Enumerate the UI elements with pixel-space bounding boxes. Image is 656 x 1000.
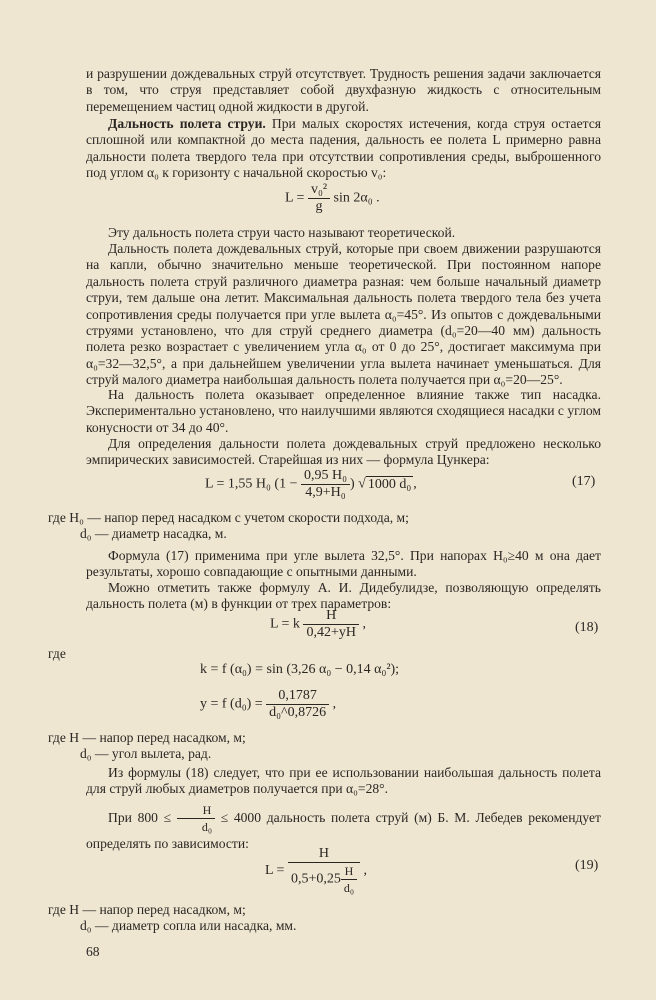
where-18-line1: где H — напор перед насадком, м;: [48, 730, 246, 745]
equation-number-17: (17): [572, 474, 596, 489]
where-17-line1: где H₀ — напор перед насадком с учетом скорости подхода, м;: [48, 510, 409, 525]
equation-number-19: (19): [575, 858, 599, 873]
section-heading: Дальность полета струи.: [108, 116, 266, 131]
formula-19: L = H 0,5+0,25 $\frac{H}{\text{d₀}}$ ,: [265, 846, 368, 895]
formula-18: L = k $\frac{H}{0,42+yH}$ ,: [270, 608, 366, 640]
where-19-line2: d₀ — диаметр сопла или насадка, мм.: [80, 918, 297, 933]
paragraph-10: При 800 ≤ $\frac{H}{\text{d₀}}$ ≤ 4000 дальность полета струй (м) Б. М. Лебедев рекомендует определять по зависимости:: [86, 803, 601, 851]
where-18-line2: d₀ — угол вылета, рад.: [80, 746, 212, 761]
paragraph-3: Эту дальность полета струи часто называют теоретической.: [108, 225, 456, 240]
paragraph-5: На дальность полета оказывает определенное влияние также тип насадка. Экспериментально установлено, что наилучшими являются сходящиеся насадки с углом конусности от 34 до 40°.: [86, 387, 601, 435]
formula-17: L = 1,55 H₀ (1 − $\frac{\text{0,95 H₀}}{\text{4,9+H₀}}$ ) √ 1000 d₀ ,: [205, 468, 417, 500]
where-17-line2: d₀ — диаметр насадка, м.: [80, 526, 227, 541]
paragraph-8: Можно отметить также формулу А. И. Дидебулидзе, позволяющую определять дальность полета (м) в функции от трех параметров:: [86, 580, 601, 612]
equation-number-18: (18): [575, 620, 599, 635]
paragraph-4: Дальность полета дождевальных струй, которые при своем движении разрушаются на капли, обычно значительно меньше теоретической. При постоянном напоре дальность полета струй различного диаметра разная: чем больше начальный диаметр струи, тем дальше она летит. Максимальная дальность полета твердого тела без учета сопротивления среды получается при угле вылета α₀=45°. Из опытов с дождевальными струями установлено, что для струй среднего диаметра (d₀=20—40 мм) дальность полета резко возрастает с увеличением угла α₀ от 0 до 25°, достигает максимума при α₀=32—32,5°, а при дальнейшем увеличении угла вылета начинает уменьшаться. Для струй малого диаметра наибольшая дальность полета получается при α₀=20—25°.: [86, 241, 601, 388]
formula-k: k = f (α₀) = sin (3,26 α₀ − 0,14 α₀²);: [200, 662, 400, 677]
paragraph-9: Из формулы (18) следует, что при ее использовании наибольшая дальность полета для струй любых диаметров получается при α₀=28°.: [86, 765, 601, 797]
page-number: 68: [86, 944, 100, 959]
paragraph-6: Для определения дальности полета дождевальных струй предложено несколько эмпирических зависимостей. Старейшая из них — формула Цункера:: [86, 436, 601, 468]
where-18-label: где: [48, 646, 66, 661]
where-19-line1: где H — напор перед насадком, м;: [48, 902, 246, 917]
paragraph-1: и разрушении дождевальных струй отсутствует. Трудность решения задачи заключается в том, что струя представляет собой двухфазную жидкость с относительным перемещением частиц одной жидкости в другой.: [86, 66, 601, 114]
formula-theoretical-range: L = $\frac{\text{v₀²}}{g}$ sin 2α₀ .: [285, 182, 380, 214]
formula-y: y = f (d₀) = $\frac{0,1787}{\text{d₀\textasciicircum{}0,8726}}$ ,: [200, 688, 337, 720]
paragraph-7: Формула (17) применима при угле вылета 32,5°. При напорах H₀≥40 м она дает результаты, хорошо совпадающие с опытными данными.: [86, 548, 601, 580]
paragraph-2: Дальность полета струи. При малых скоростях истечения, когда струя остается сплошной или компактной до места падения, дальность ее полета L примерно равна дальности полета твердого тела при отсутствии сопротивления среды, выброшенного под углом α₀ к горизонту с начальной скоростью v₀:: [86, 116, 601, 181]
